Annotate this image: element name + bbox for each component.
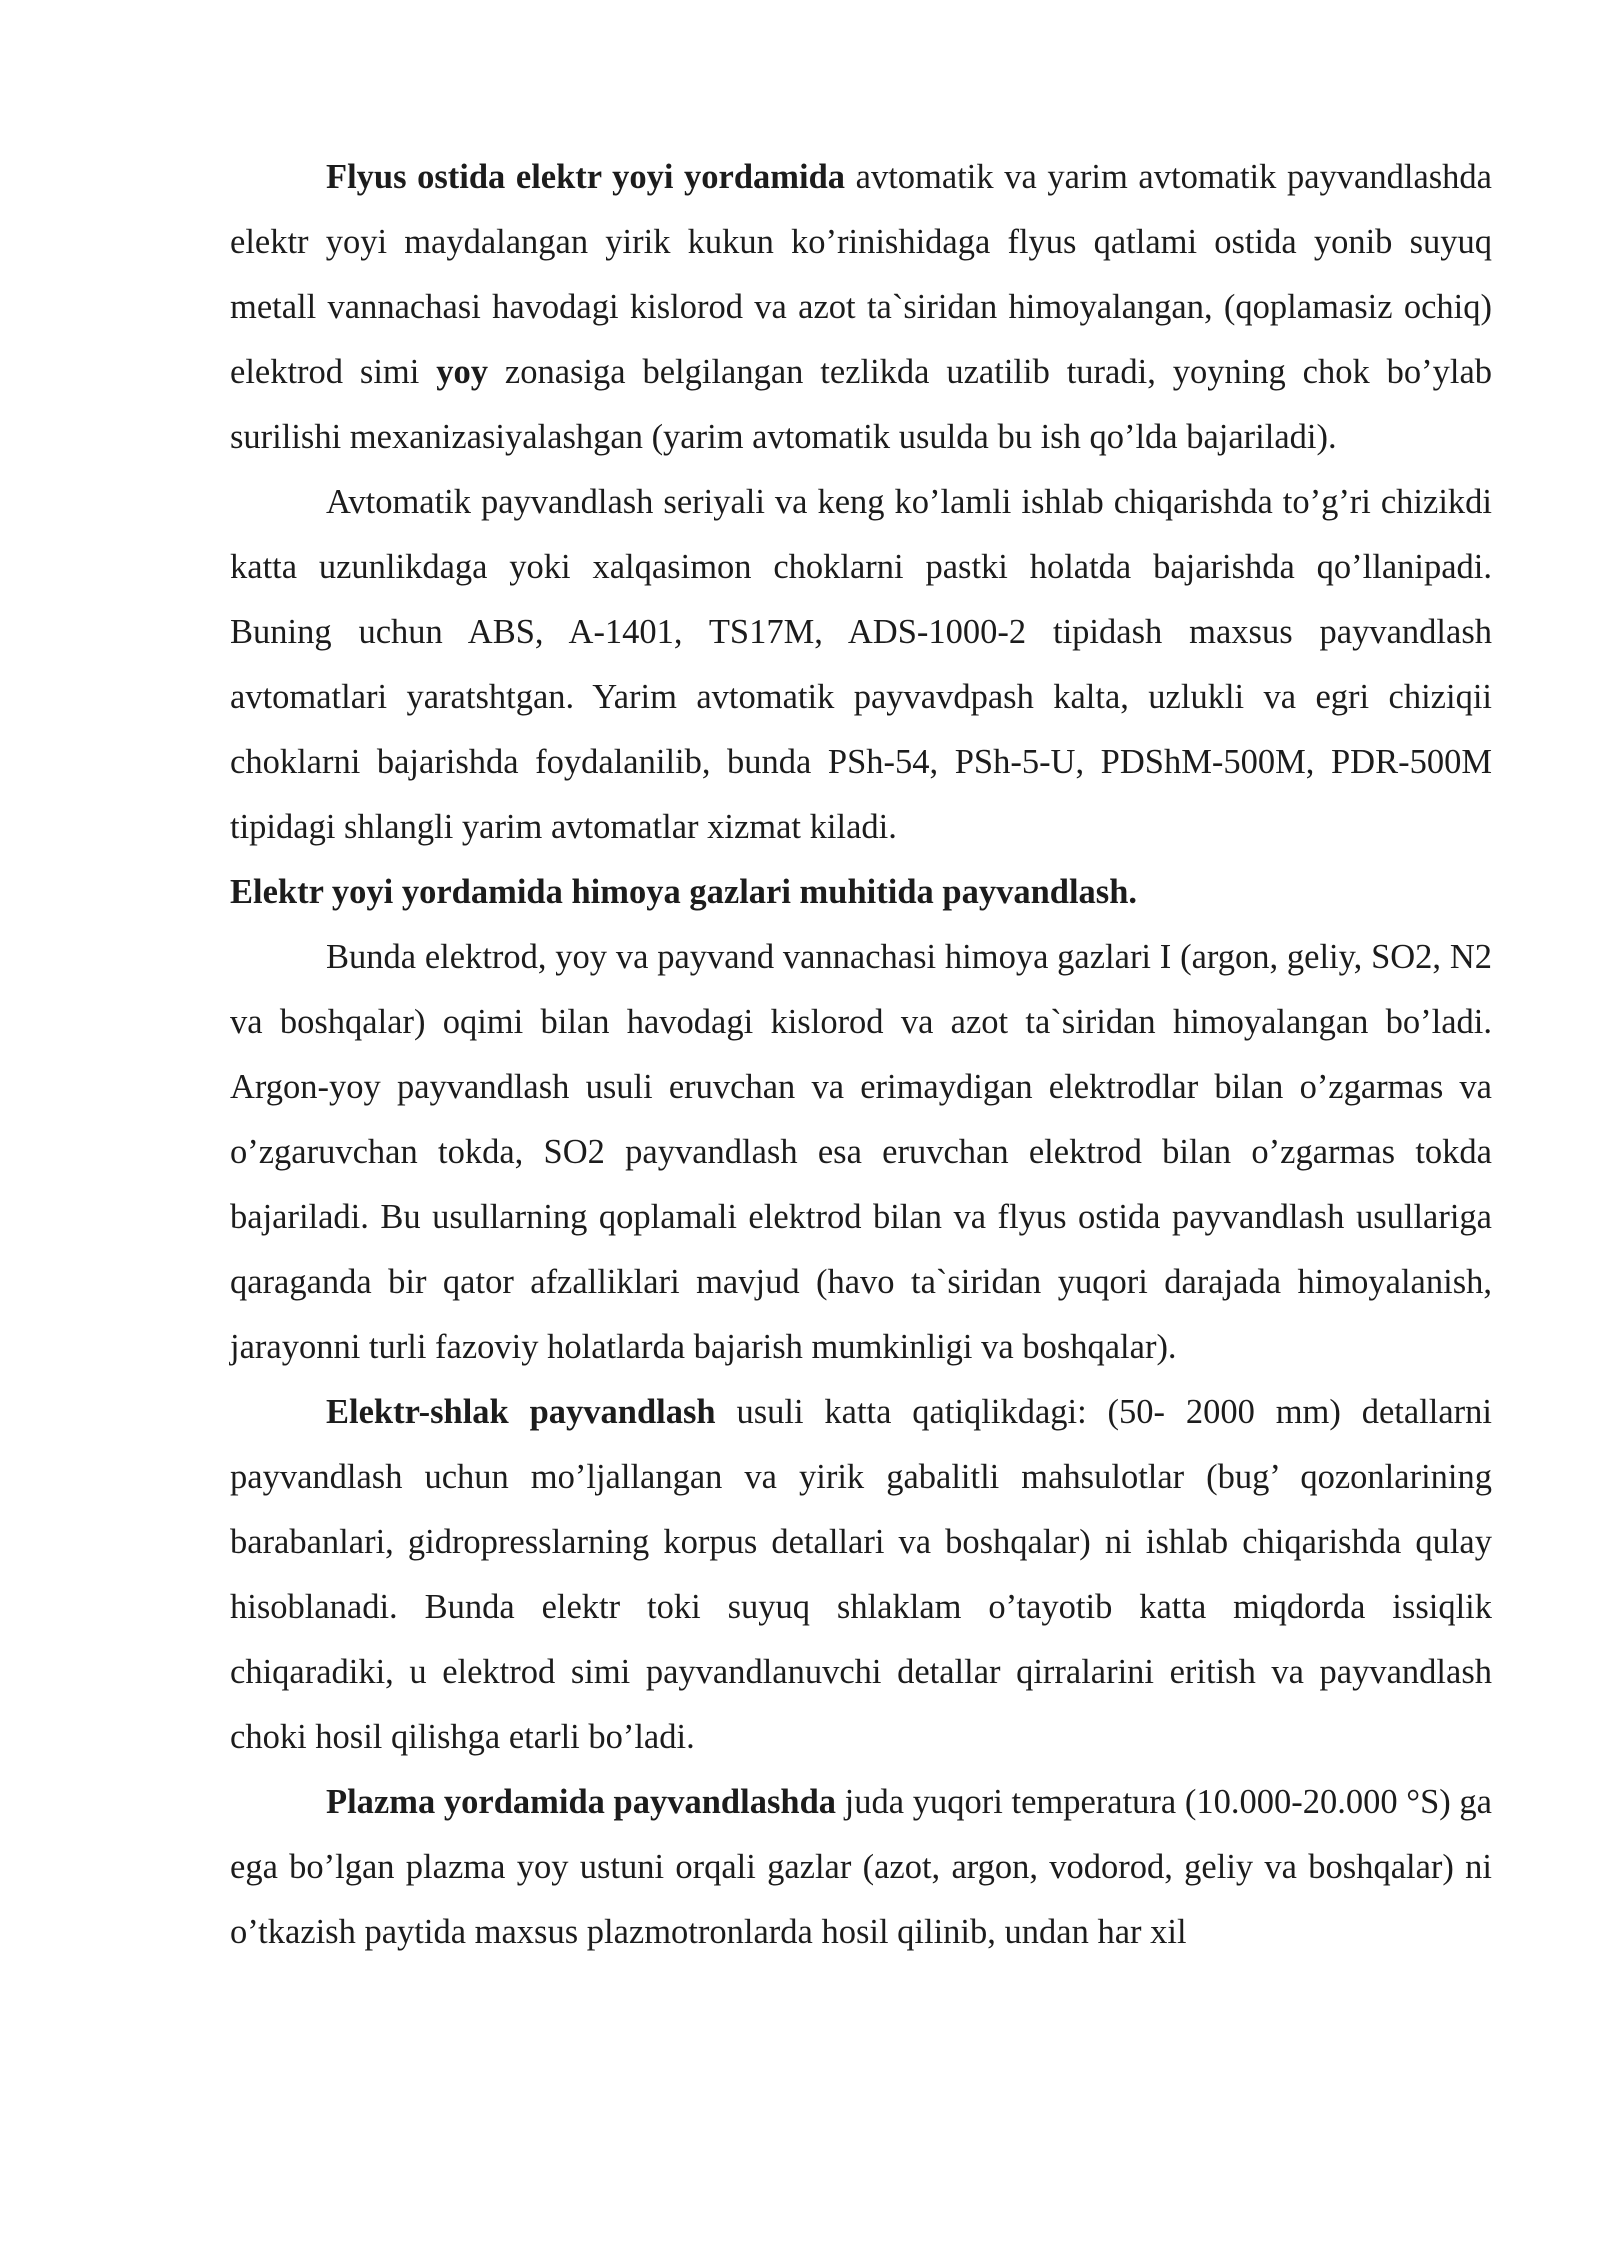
term-yoy: yoy bbox=[436, 353, 488, 391]
document-page bbox=[230, 145, 1492, 1965]
paragraph-text: Avtomatik payvandlash seriyali va keng ko’lamli ishlab chiqarishda to’g’ri chizikdi katta uzunlikdaga yoki xalqasimon choklarni pastki holatda bajarishda qo’llanipadi. Buning uchun ABS, A-1401, TS17M, ADS-1000-2 tipidash maxsus payvandlash avtomatlari yaratshtgan. Yarim avtomatik payvavdpash kalta, uzlukli va egri chiziqii choklarni bajarishda foydalanilib, bunda PSh-54, PSh-5-U, PDShM-500M, PDR-500M tipidagi shlangli yarim avtomatlar xizmat kiladi. bbox=[230, 483, 1492, 846]
term-electroslag: Elektr-shlak payvandlash bbox=[326, 1393, 716, 1431]
term-flux-welding: Flyus ostida elektr yoyi yordamida bbox=[326, 158, 846, 196]
paragraph-text: usuli katta qatiqlikdagi: (50- 2000 mm) detallarni payvandlash uchun mo’ljallangan va yirik gabalitli mahsulotlar (bug’ qozonlarining barabanlari, gidropresslarning korpus detallari va boshqalar) ni ishlab chiqarishda qulay hisoblanadi. Bunda elektr toki suyuq shlaklam o’tayotib katta miqdorda issiqlik chiqaradiki, u elektrod simi payvandlanuvchi detallar qirralarini eritish va payvandlash choki hosil qilishga etarli bo’ladi. bbox=[230, 1393, 1492, 1756]
paragraph-text: avtomatik va yarim avtomatik payvandlashda elektr yoyi maydalangan yirik kukun ko’rinishidaga flyus qatlami ostida yonib suyuq metall vannachasi havodagi kislorod va azot ta`siridan himoyalangan, (qoplamasiz ochiq) elektrod simi bbox=[230, 158, 1492, 391]
paragraph-gas-welding bbox=[230, 925, 1492, 1380]
section-heading-gas-welding: Elektr yoyi yordamida himoya gazlari muhitida payvandlash. bbox=[230, 873, 1138, 911]
paragraph-plasma-welding bbox=[230, 1770, 1492, 1965]
term-plasma: Plazma yordamida payvandlashda bbox=[326, 1783, 837, 1821]
paragraph-flux-welding bbox=[230, 145, 1492, 470]
paragraph-text: zonasiga belgilangan tezlikda uzatilib turadi, yoyning chok bo’ylab surilishi mexanizasiyalashgan (yarim avtomatik usulda bu ish qo’lda bajariladi). bbox=[230, 353, 1493, 456]
paragraph-electroslag-welding bbox=[230, 1380, 1492, 1770]
paragraph-text: juda yuqori temperatura (10.000-20.000 °S) ga ega bo’lgan plazma yoy ustuni orqali gazlar (azot, argon, vodorod, geliy va boshqalar) ni o’tkazish paytida maxsus plazmotronlarda hosil qilinib, undan har xil bbox=[230, 1783, 1492, 1951]
paragraph-text: Bunda elektrod, yoy va payvand vannachasi himoya gazlari I (argon, geliy, SO2, N2 va boshqalar) oqimi bilan havodagi kislorod va azot ta`siridan himoyalangan bo’ladi. Argon-yoy payvandlash usuli eruvchan va erimaydigan elektrodlar bilan o’zgarmas va o’zgaruvchan tokda, SO2 payvandlash esa eruvchan elektrod bilan o’zgarmas tokda bajariladi. Bu usullarning qoplamali elektrod bilan va flyus ostida payvandlash usullariga qaraganda bir qator afzalliklari mavjud (havo ta`siridan yuqori darajada himoyalanish, jarayonni turli fazoviy holatlarda bajarish mumkinligi va boshqalar). bbox=[230, 938, 1492, 1366]
paragraph-automatic-welding bbox=[230, 470, 1492, 860]
